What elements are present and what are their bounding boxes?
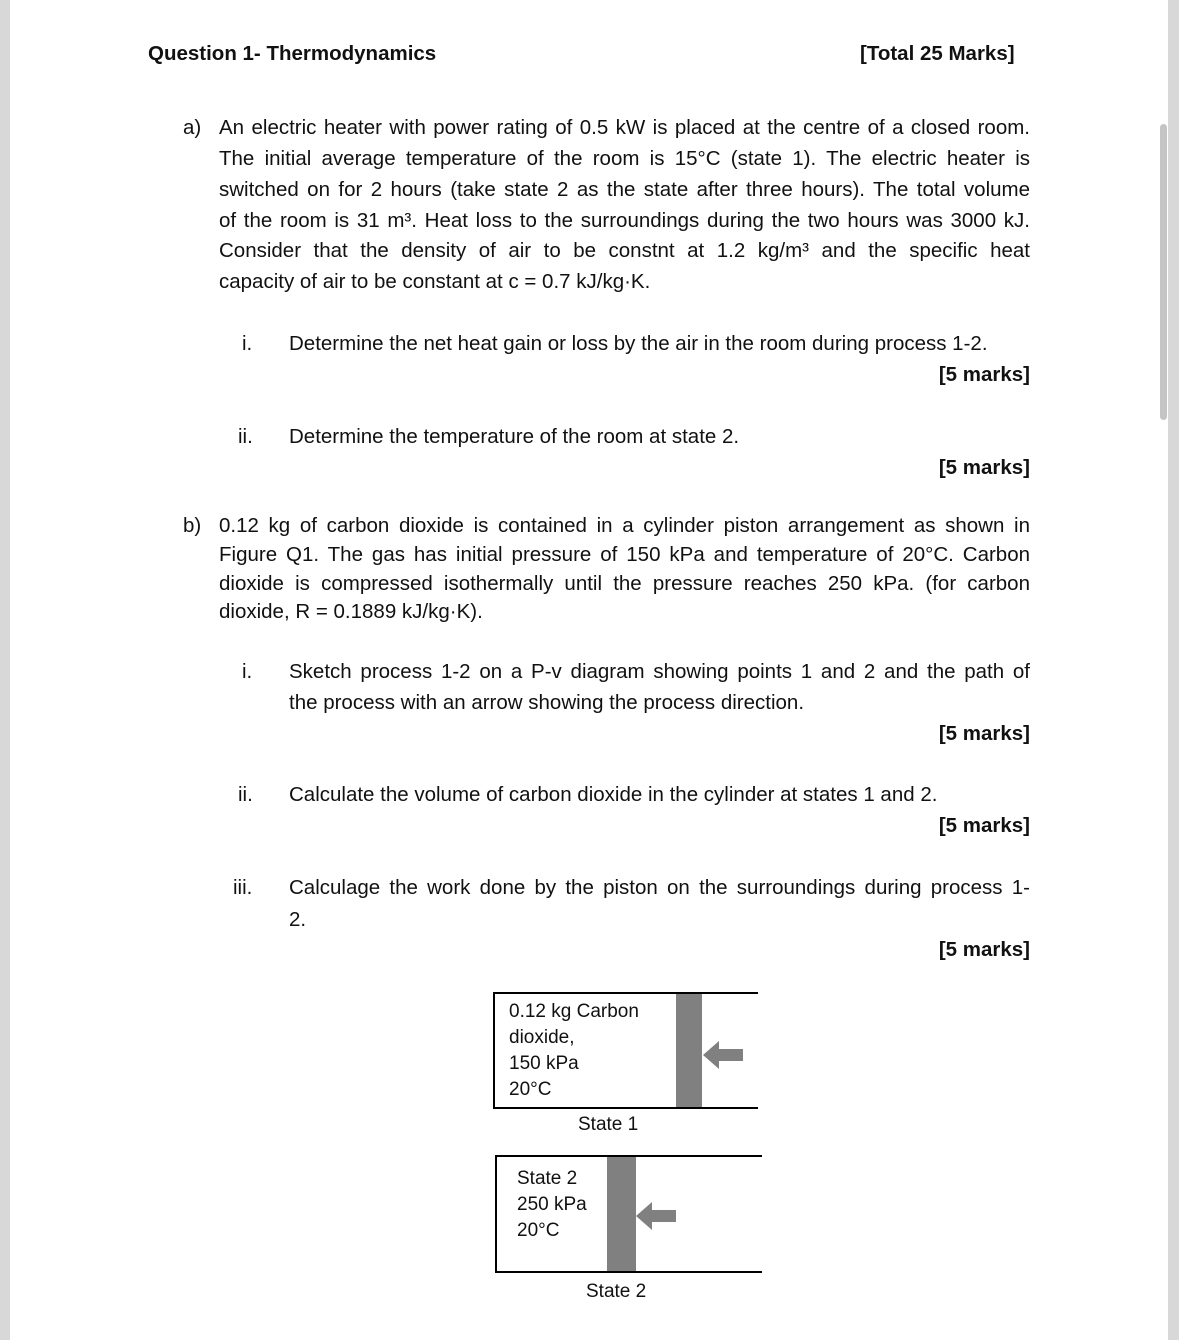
- piston-state-1: [676, 994, 702, 1107]
- state-1-label-line: 150 kPa: [509, 1053, 579, 1074]
- state-1-label-line: 0.12 kg Carbon: [509, 1001, 639, 1022]
- part-b-line: dioxide is compressed isothermally until the pressure reaches 250 kPa. (for carbon: [219, 572, 1030, 595]
- state-2-caption: State 2: [586, 1281, 647, 1302]
- item-number: i.: [242, 660, 253, 683]
- item-text: Determine the temperature of the room at state 2.: [289, 425, 740, 448]
- part-a-line: An electric heater with power rating of 0.5 kW is placed at the centre of a closed room.: [219, 116, 1030, 139]
- item-number: ii.: [238, 783, 253, 806]
- item-marks: [5 marks]: [938, 814, 1030, 837]
- item-text: Determine the net heat gain or loss by the air in the room during process 1-2.: [289, 332, 988, 355]
- part-b-label: b): [183, 514, 202, 537]
- item-text: Calculate the volume of carbon dioxide in the cylinder at states 1 and 2.: [289, 783, 938, 806]
- part-a-line: capacity of air to be constant at c = 0.7 kJ/kg·K.: [219, 270, 651, 293]
- state-1-label-line: 20°C: [509, 1079, 552, 1100]
- arrow-left-icon: [703, 1040, 745, 1070]
- item-number: i.: [242, 332, 253, 355]
- part-a-label: a): [183, 116, 202, 139]
- scrollbar-thumb[interactable]: [1160, 124, 1167, 420]
- item-number: ii.: [238, 425, 253, 448]
- state-1-label-line: dioxide,: [509, 1027, 575, 1048]
- item-number: iii.: [233, 876, 253, 899]
- part-a-line: of the room is 31 m³. Heat loss to the surroundings during the two hours was 3000 kJ.: [219, 209, 1030, 232]
- item-text: Sketch process 1-2 on a P-v diagram showing points 1 and 2 and the path of: [289, 660, 1030, 683]
- item-marks: [5 marks]: [938, 722, 1030, 745]
- total-marks: [Total 25 Marks]: [860, 42, 1015, 65]
- state-2-label-line: 20°C: [517, 1220, 560, 1241]
- state-1-caption: State 1: [578, 1114, 639, 1135]
- state-2-label-line: State 2: [517, 1168, 578, 1189]
- part-b-line: dioxide, R = 0.1889 kJ/kg·K).: [219, 600, 483, 623]
- state-2-label-line: 250 kPa: [517, 1194, 587, 1215]
- question-title: Question 1- Thermodynamics: [148, 42, 437, 65]
- part-b-line: Figure Q1. The gas has initial pressure of 150 kPa and temperature of 20°C. Carbon: [219, 543, 1030, 566]
- item-text: the process with an arrow showing the process direction.: [289, 691, 805, 714]
- item-marks: [5 marks]: [938, 363, 1030, 386]
- part-a-line: The initial average temperature of the room is 15°C (state 1). The electric heater is: [219, 147, 1030, 170]
- part-b-line: 0.12 kg of carbon dioxide is contained in a cylinder piston arrangement as shown in: [219, 514, 1030, 537]
- part-a-line: switched on for 2 hours (take state 2 as the state after three hours). The total volume: [219, 178, 1030, 201]
- item-text: 2.: [289, 908, 307, 931]
- arrow-left-icon: [636, 1201, 678, 1231]
- item-text: Calculage the work done by the piston on the surroundings during process 1-: [289, 876, 1030, 899]
- part-a-line: Consider that the density of air to be constnt at 1.2 kg/m³ and the specific heat: [219, 239, 1030, 262]
- item-marks: [5 marks]: [938, 938, 1030, 961]
- piston-state-2: [607, 1157, 636, 1271]
- item-marks: [5 marks]: [938, 456, 1030, 479]
